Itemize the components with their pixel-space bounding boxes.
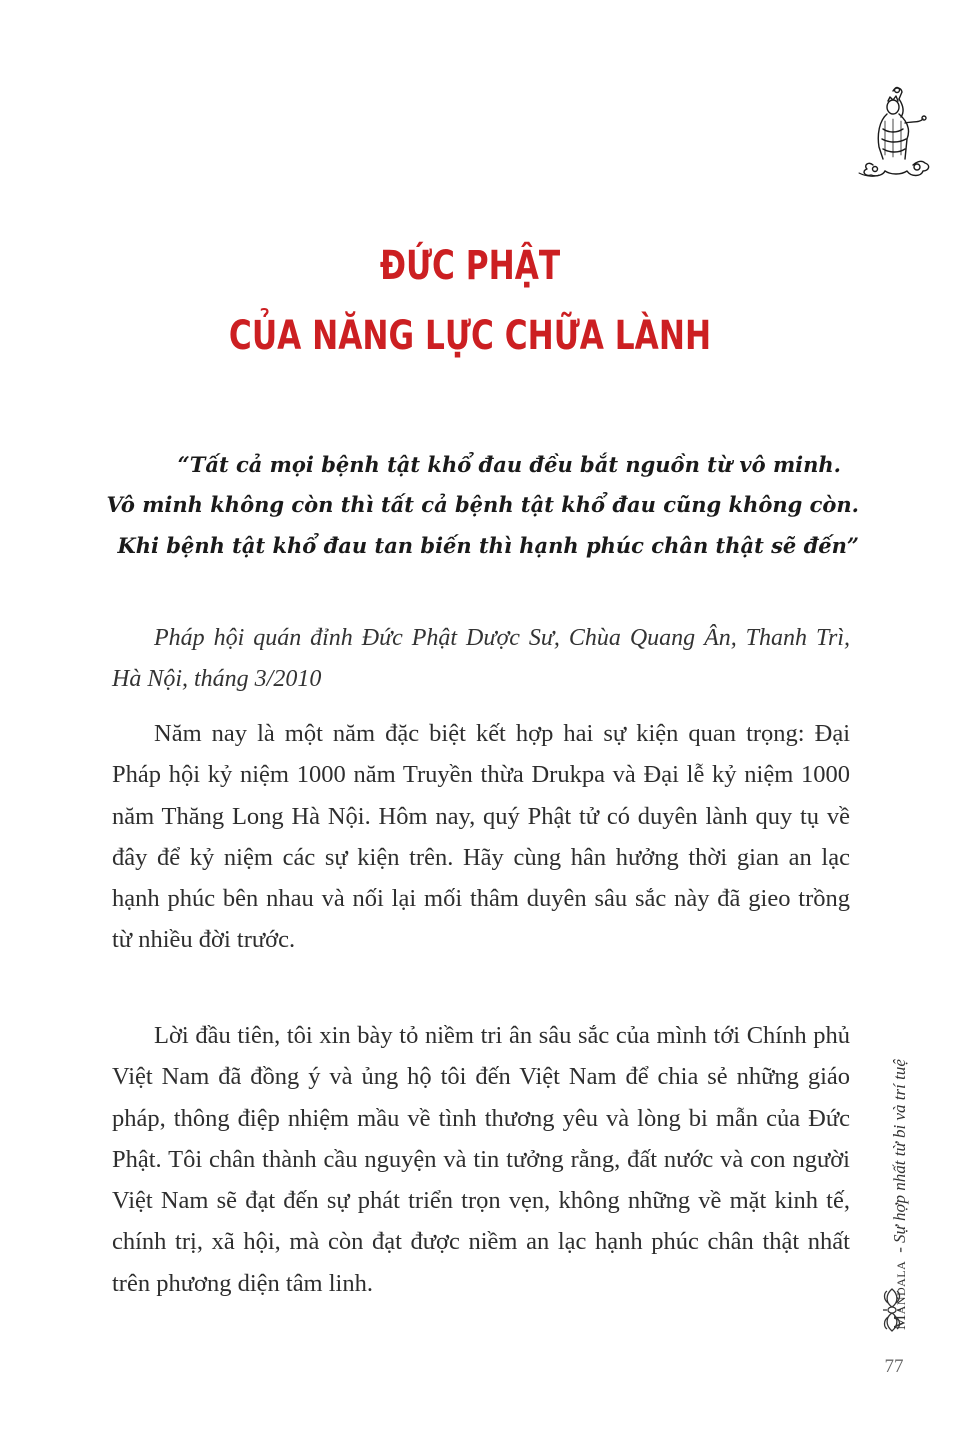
chapter-title-line1: ĐỨC PHẬT <box>379 243 561 289</box>
event-venue-date: Pháp hội quán đỉnh Đức Phật Dược Sư, Chùa Quang Ân, Thanh Trì, Hà Nội, tháng 3/2010 <box>112 625 850 692</box>
body-paragraph: Lời đầu tiên, tôi xin bày tỏ niềm tri ân sâu sắc của mình tới Chính phủ Việt Nam đã đồng ý và ủng hộ tôi đến Việt Nam để chia sẻ những giáo pháp, thông điệp nhiệm mầu về tình thương yêu và lòng bi mẫn của Đức Phật. Tôi chân thành cầu nguyện và tin tưởng rằng, đất nước và con người Việt Nam sẽ đạt đến sự phát triển trọn vẹn, không những về mặt kinh tế, chính trị, xã hội, mà còn đạt được niềm an lạc hạnh phúc chân thật nhất trên phương diện tâm linh. <box>112 1022 850 1297</box>
buddha-figure-icon <box>855 85 935 185</box>
epigraph-quote-line1: “Tất cả mọi bệnh tật khổ đau đều bắt nguồn từ vô minh. <box>177 452 841 477</box>
header-separator: - <box>890 1247 909 1253</box>
body-paragraph: Năm nay là một năm đặc biệt kết hợp hai sự kiện quan trọng: Đại Pháp hội kỷ niệm 1000 năm Truyền thừa Drukpa và Đại lễ kỷ niệm 1000 năm Thăng Long Hà Nội. Hôm nay, quý Phật tử có duyên lành quy tụ về đây để kỷ niệm các sự kiện trên. Hãy cùng hân hưởng thời gian an lạc hạnh phúc bên nhau và nối lại mối thâm duyên sâu sắc này đã gieo trồng từ nhiều đời trước. <box>112 720 850 954</box>
book-series-name: Mandala <box>890 1260 909 1330</box>
chapter-title-line2: CỦA NĂNG LỰC CHỮA LÀNH <box>228 313 712 359</box>
epigraph-quote-line3: Khi bệnh tật khổ đau tan biến thì hạnh phúc chân thật sẽ đến” <box>117 533 859 558</box>
running-header <box>870 970 910 1330</box>
book-subtitle: Sự hợp nhất từ bi và trí tuệ <box>890 1059 909 1244</box>
epigraph-quote-line2: Vô minh không còn thì tất cả bệnh tật khổ đau cũng không còn. <box>106 492 859 517</box>
page-number: 77 <box>884 1356 904 1377</box>
dorje-icon <box>877 1285 907 1335</box>
